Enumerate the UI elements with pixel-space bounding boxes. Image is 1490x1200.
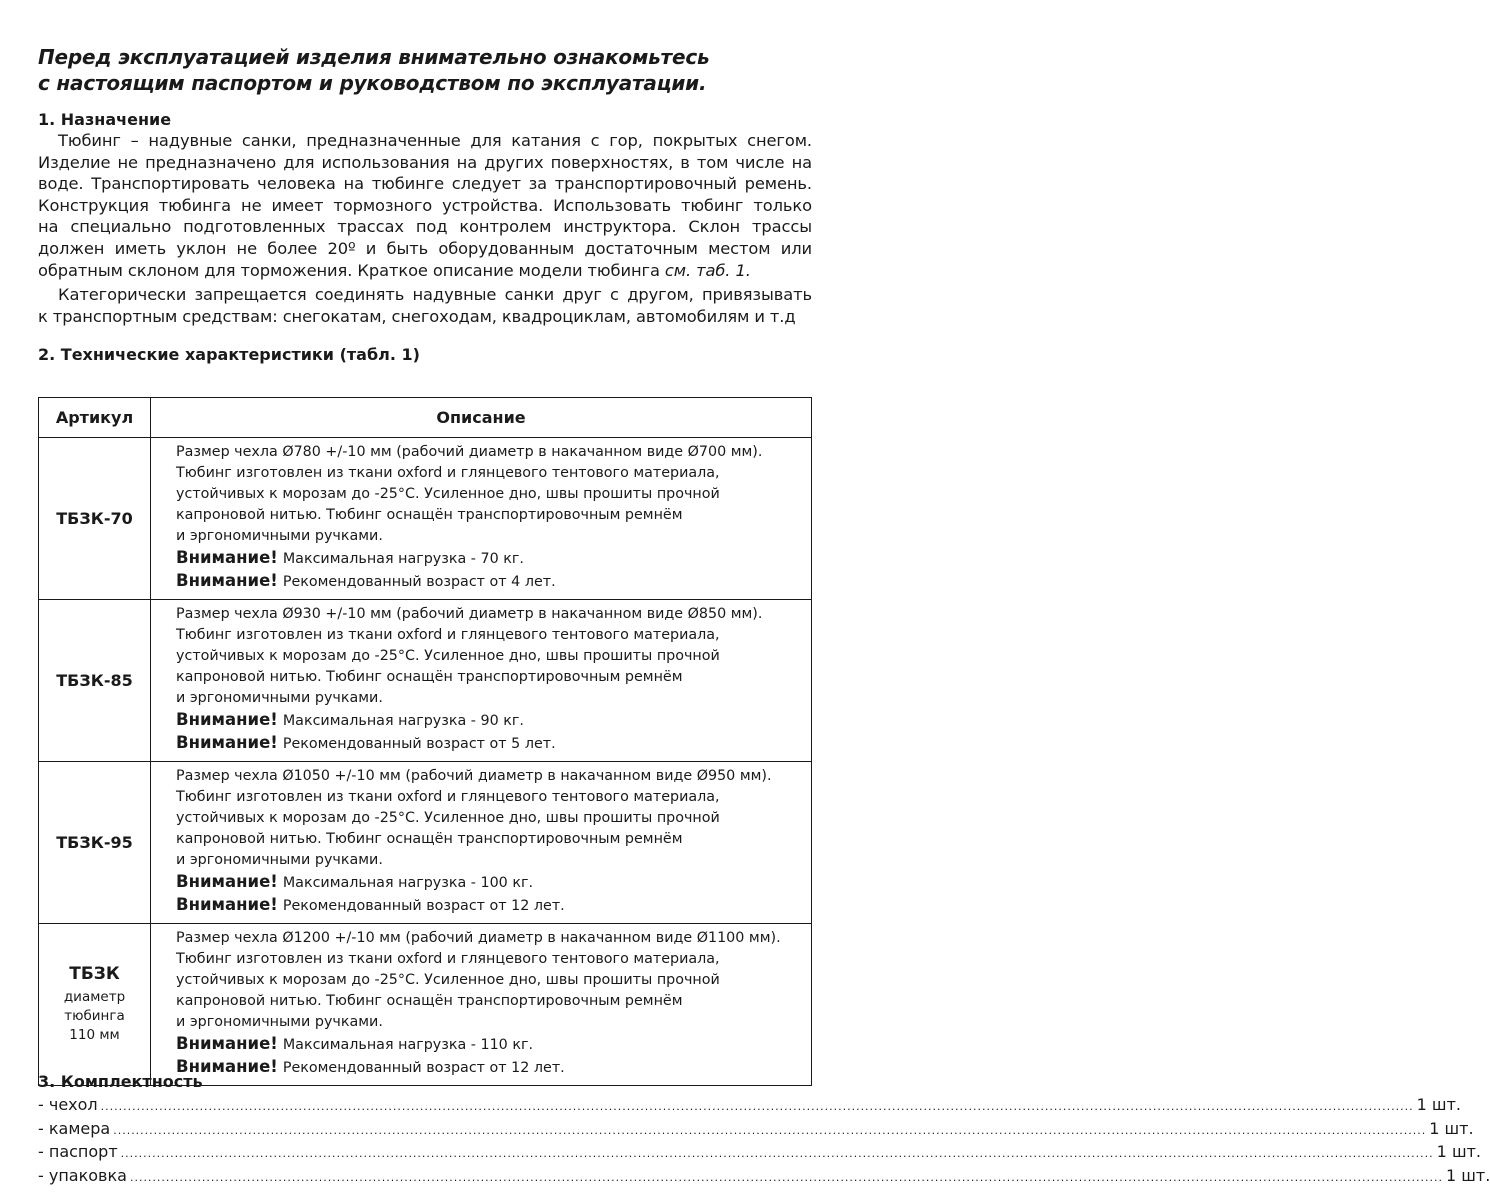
warning-line (176, 709, 811, 732)
warning-label: Внимание! (176, 872, 278, 891)
intro-line: Перед эксплуатацией изделия внимательно ознакомьтесь (38, 45, 710, 69)
warning-label: Внимание! (176, 710, 278, 729)
kit-item-name: - паспорт (38, 1142, 118, 1161)
desc-line: устойчивых к морозам до -25°С. Усиленное дно, швы прошиты прочной (176, 648, 720, 664)
purpose-paragraph-1 (38, 130, 812, 281)
description-cell (151, 438, 812, 600)
text-line: Категорически запрещается соединять надувные санки друг с другом, привязывать (58, 285, 812, 304)
desc-line: и эргономичными ручками. (176, 1014, 383, 1030)
warning-line (176, 1056, 811, 1079)
warning-line (176, 871, 811, 894)
max-load: Максимальная нагрузка - 90 кг. (282, 713, 524, 729)
warning-label: Внимание! (176, 1034, 278, 1053)
warning-line (176, 1033, 811, 1056)
desc-line: капроновой нитью. Тюбинг оснащён транспортировочным ремнём (176, 507, 683, 523)
desc-line: Размер чехла Ø1200 +/-10 мм (рабочий диаметр в накачанном виде Ø1100 мм). (176, 930, 781, 946)
max-load: Максимальная нагрузка - 70 кг. (282, 551, 524, 567)
kit-item (38, 1118, 1474, 1142)
kit-item-name: - чехол (38, 1095, 98, 1114)
desc-line: Тюбинг изготовлен из ткани oxford и глянцевого тентового материала, (176, 465, 720, 481)
recommended-age: Рекомендованный возраст от 12 лет. (282, 1060, 565, 1076)
header-description: Описание (151, 398, 812, 438)
leader-dots: .................................................................................................................................................................................................................................................................................................... (129, 1170, 1443, 1184)
article-code: ТБЗК-85 (56, 671, 133, 690)
article-cell (39, 600, 151, 762)
table-header-row (39, 398, 812, 438)
section-title-purpose: 1. Назначение (38, 110, 172, 129)
kit-item-name: - камера (38, 1118, 111, 1138)
text-segment: обратным склоном для торможения. Краткое описание модели тюбинга (38, 260, 665, 280)
description-cell (151, 762, 812, 924)
text-line: Тюбинг – надувные санки, предназначенные для катания с гор, покрытых снегом. (58, 131, 812, 150)
recommended-age: Рекомендованный возраст от 4 лет. (282, 574, 556, 590)
max-load: Максимальная нагрузка - 110 кг. (282, 1037, 534, 1053)
desc-line: устойчивых к морозам до -25°С. Усиленное дно, швы прошиты прочной (176, 972, 720, 988)
desc-line: устойчивых к морозам до -25°С. Усиленное дно, швы прошиты прочной (176, 810, 720, 826)
kit-item-qty: 1 шт. (1416, 1095, 1461, 1114)
article-subtext: 110 мм (69, 1027, 120, 1043)
desc-line: капроновой нитью. Тюбинг оснащён транспортировочным ремнём (176, 831, 683, 847)
kit-item-name: - упаковка (38, 1165, 127, 1185)
table-row (39, 762, 812, 924)
leader-dots: .................................................................................................................................................................................................................................................................................................... (113, 1123, 1427, 1137)
description-cell (151, 600, 812, 762)
specs-table (38, 397, 812, 1086)
kit-item (38, 1141, 1481, 1165)
max-load: Максимальная нагрузка - 100 кг. (282, 875, 534, 891)
warning-line (176, 547, 811, 570)
text-line: воде. Транспортировать человека на тюбинге следует за транспортировочный ремень. (38, 174, 812, 194)
intro-warning (38, 44, 858, 96)
table-reference: см. таб. 1. (664, 260, 751, 280)
warning-line (176, 732, 811, 755)
article-subtext: диаметр (63, 989, 126, 1005)
article-cell (39, 438, 151, 600)
article-cell (39, 924, 151, 1086)
article-code: ТБЗК-95 (56, 833, 133, 852)
desc-line: Тюбинг изготовлен из ткани oxford и глянцевого тентового материала, (176, 627, 720, 643)
warning-label: Внимание! (176, 1057, 278, 1076)
kit-list (38, 1094, 1490, 1188)
article-code: ТБЗК (69, 964, 120, 984)
warning-label: Внимание! (176, 733, 278, 752)
desc-line: Размер чехла Ø930 +/-10 мм (рабочий диаметр в накачанном виде Ø850 мм). (176, 606, 763, 622)
recommended-age: Рекомендованный возраст от 5 лет. (282, 736, 556, 752)
section-title-specs: 2. Технические характеристики (табл. 1) (38, 345, 420, 364)
warning-line (176, 894, 811, 917)
description-cell (151, 924, 812, 1086)
kit-item-qty: 1 шт. (1429, 1118, 1474, 1138)
desc-line: Тюбинг изготовлен из ткани oxford и глянцевого тентового материала, (176, 951, 720, 967)
header-article: Артикул (39, 398, 151, 438)
text-line: к транспортным средствам: снегокатам, снегоходам, квадроциклам, автомобилям и т.д (38, 306, 796, 326)
desc-line: и эргономичными ручками. (176, 852, 383, 868)
text-line (38, 260, 812, 282)
table-row (39, 438, 812, 600)
leader-dots: .................................................................................................................................................................................................................................................................................................... (100, 1100, 1414, 1113)
warning-label: Внимание! (176, 895, 278, 914)
text-line: на специально подготовленных трассах под контролем инструктора. Склон трассы (38, 217, 812, 237)
desc-line: устойчивых к морозам до -25°С. Усиленное дно, швы прошиты прочной (176, 486, 720, 502)
leader-dots: .................................................................................................................................................................................................................................................................................................... (120, 1147, 1434, 1160)
kit-item-qty: 1 шт. (1445, 1165, 1490, 1185)
desc-line: капроновой нитью. Тюбинг оснащён транспортировочным ремнём (176, 669, 683, 685)
text-line: Конструкция тюбинга не имеет тормозного устройства. Использовать тюбинг только (38, 195, 812, 215)
kit-item (38, 1165, 1490, 1189)
section-title-kit: 3. Комплектность (38, 1072, 203, 1091)
desc-line: Размер чехла Ø1050 +/-10 мм (рабочий диаметр в накачанном виде Ø950 мм). (176, 768, 772, 784)
kit-item-qty: 1 шт. (1436, 1142, 1481, 1161)
article-subtext: тюбинга (64, 1008, 125, 1024)
warning-line (176, 570, 811, 593)
warning-label: Внимание! (176, 571, 278, 590)
warning-label: Внимание! (176, 548, 278, 567)
article-cell (39, 762, 151, 924)
desc-line: капроновой нитью. Тюбинг оснащён транспортировочным ремнём (176, 993, 683, 1009)
table-row (39, 600, 812, 762)
purpose-paragraph-2 (38, 284, 812, 327)
desc-line: и эргономичными ручками. (176, 528, 383, 544)
intro-line: с настоящим паспортом и руководством по эксплуатации. (38, 71, 707, 95)
desc-line: и эргономичными ручками. (176, 690, 383, 706)
kit-item (38, 1094, 1461, 1118)
text-line: должен иметь уклон не более 20º и быть оборудованным достаточным местом или (38, 238, 812, 258)
desc-line: Размер чехла Ø780 +/-10 мм (рабочий диаметр в накачанном виде Ø700 мм). (176, 444, 763, 460)
text-line: Изделие не предназначено для использования на других поверхностях, в том числе на (38, 152, 812, 172)
desc-line: Тюбинг изготовлен из ткани oxford и глянцевого тентового материала, (176, 789, 720, 805)
table-row (39, 924, 812, 1086)
article-code: ТБЗК-70 (56, 509, 133, 528)
recommended-age: Рекомендованный возраст от 12 лет. (282, 898, 565, 914)
